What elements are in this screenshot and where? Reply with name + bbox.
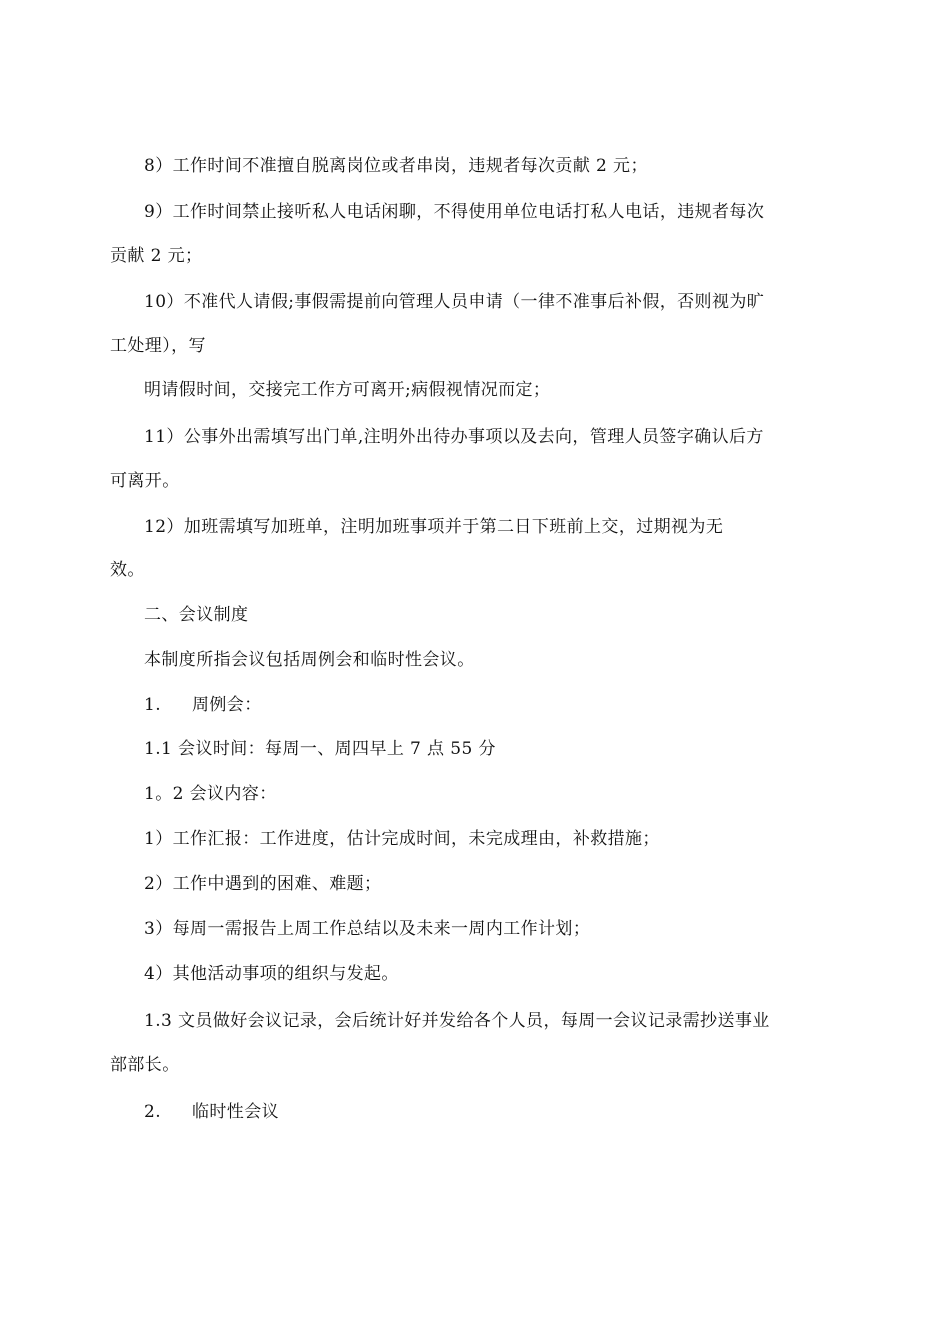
rule-9-line-2: 贡献 2 元； [110, 246, 203, 266]
meeting-scope-paragraph: 本制度所指会议包括周例会和临时性会议。 [144, 650, 475, 670]
subsection-title: 临时性会议 [192, 1102, 279, 1122]
list-number: 2. [144, 1102, 162, 1122]
rule-10-line-2: 工处理），写 [110, 336, 206, 356]
rule-10-line-1: 10）不准代人请假;事假需提前向管理人员申请（一律不准事后补假，否则视为旷 [144, 292, 765, 312]
meeting-minutes-line-1: 1.3 文员做好会议记录，会后统计好并发给各个人员，每周一会议记录需抄送事业 [144, 1011, 770, 1031]
rule-11-line-1: 11）公事外出需填写出门单,注明外出待办事项以及去向，管理人员签字确认后方 [144, 427, 764, 447]
rule-8-line: 8）工作时间不准擅自脱离岗位或者串岗，违规者每次贡献 2 元； [144, 156, 648, 176]
rule-9-line-1: 9）工作时间禁止接听私人电话闲聊，不得使用单位电话打私人电话，违规者每次 [144, 202, 765, 222]
rule-12-line-1: 12）加班需填写加班单，注明加班事项并于第二日下班前上交，过期视为无 [144, 517, 724, 537]
content-item-2: 2）工作中遇到的困难、难题； [144, 874, 382, 894]
subsection-title: 周例会： [192, 695, 262, 715]
content-item-3: 3）每周一需报告上周工作总结以及未来一周内工作计划； [144, 919, 591, 939]
rule-10-line-3: 明请假时间，交接完工作方可离开;病假视情况而定； [144, 380, 551, 400]
subsection-temporary-meeting [144, 1100, 279, 1124]
content-item-1: 1）工作汇报：工作进度，估计完成时间，未完成理由，补救措施； [144, 829, 660, 849]
meeting-time-line: 1.1 会议时间：每周一、周四早上 7 点 55 分 [144, 739, 496, 759]
rule-11-line-2: 可离开。 [110, 471, 180, 491]
section-heading-meeting-system: 二、会议制度 [144, 605, 249, 625]
subsection-weekly-meeting [144, 693, 262, 717]
content-item-4: 4）其他活动事项的组织与发起。 [144, 964, 399, 984]
rule-12-line-2: 效。 [110, 560, 145, 580]
list-number: 1. [144, 695, 162, 715]
meeting-minutes-line-2: 部部长。 [110, 1055, 180, 1075]
meeting-content-heading: 1。2 会议内容： [144, 784, 277, 804]
